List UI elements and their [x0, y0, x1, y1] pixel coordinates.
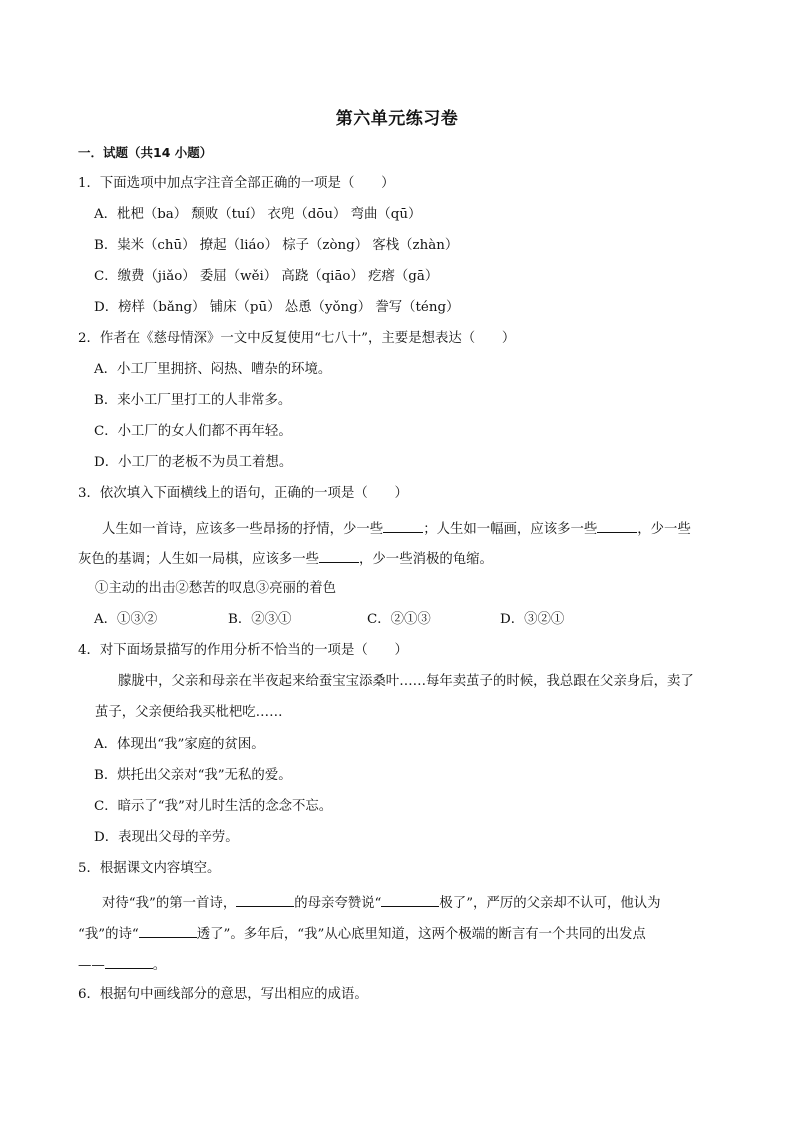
- question-2-option-d[interactable]: D．小工厂的老板不为员工着想。: [94, 455, 293, 470]
- question-1-option-c[interactable]: C．缴费（jiǎo） 委屈（wěi） 高跷（qiāo） 疙瘩（gā）: [94, 269, 439, 284]
- question-1-stem: 1．下面选项中加点字注音全部正确的一项是（ ）: [78, 176, 395, 191]
- page-title: 第六单元练习卷: [335, 109, 459, 129]
- question-1-option-b[interactable]: B．粜米（chū） 撩起（liáo） 棕子（zòng） 客栈（zhàn）: [94, 238, 459, 253]
- question-2-option-b[interactable]: B．来小工厂里打工的人非常多。: [94, 393, 292, 408]
- question-3-stem: 3．依次填入下面横线上的语句，正确的一项是（ ）: [78, 486, 408, 501]
- passage-text: ，少一些消极的龟缩。: [359, 552, 493, 567]
- passage-text: 。: [152, 958, 167, 973]
- passage-text: ；人生如一幅画，应该多一些: [423, 522, 598, 537]
- question-4-option-d[interactable]: D．表现出父母的辛劳。: [94, 830, 239, 845]
- passage-text: ——: [78, 958, 105, 973]
- question-3-passage-line-2: [78, 548, 493, 569]
- question-5-passage-line-1: [102, 892, 661, 913]
- answer-blank[interactable]: [597, 518, 637, 533]
- question-5-passage-line-3: [78, 954, 166, 975]
- question-2-option-c[interactable]: C．小工厂的女人们都不再年轻。: [94, 424, 292, 439]
- passage-text: 灰色的基调；人生如一局棋，应该多一些: [78, 552, 320, 567]
- question-3-option-b[interactable]: B．②③①: [228, 612, 292, 627]
- passage-text: “我”的诗“: [78, 927, 139, 942]
- question-1-option-d[interactable]: D．榜样（bǎng） 铺床（pū） 怂恿（yǒng） 誊写（téng）: [94, 300, 460, 315]
- section-heading: 一．试题（共14 小题）: [78, 145, 213, 160]
- passage-text: 的母亲夸赞说“: [294, 896, 382, 911]
- question-4-option-b[interactable]: B．烘托出父亲对“我”无私的爱。: [94, 768, 292, 783]
- answer-blank[interactable]: [319, 548, 359, 563]
- passage-text: ，少一些: [637, 522, 691, 537]
- question-2-option-a[interactable]: A．小工厂里拥挤、闷热、嘈杂的环境。: [94, 362, 332, 377]
- question-3-passage-line-1: [102, 518, 691, 539]
- question-5-stem: 5．根据课文内容填空。: [78, 861, 221, 876]
- answer-blank[interactable]: [139, 923, 197, 938]
- question-5-passage-line-2: [78, 923, 646, 944]
- question-3-option-d[interactable]: D．③②①: [500, 612, 565, 627]
- answer-blank[interactable]: [236, 892, 294, 907]
- question-3-option-c[interactable]: C．②①③: [367, 612, 431, 627]
- question-6-stem: 6．根据句中画线部分的意思，写出相应的成语。: [78, 987, 368, 1002]
- question-4-option-a[interactable]: A．体现出“我”家庭的贫困。: [94, 737, 265, 752]
- question-4-option-c[interactable]: C．暗示了“我”对儿时生活的念念不忘。: [94, 799, 333, 814]
- question-2-stem: 2．作者在《慈母情深》一文中反复使用“七八十”，主要是想表达（ ）: [78, 331, 516, 346]
- passage-text: 人生如一首诗，应该多一些昂扬的抒情，少一些: [102, 522, 384, 537]
- answer-blank[interactable]: [105, 954, 153, 969]
- answer-blank[interactable]: [383, 518, 423, 533]
- question-1-option-a[interactable]: A．枇杷（ba） 颓败（tuí） 衣兜（dōu） 弯曲（qū）: [94, 207, 422, 222]
- question-3-choices: ①主动的出击②愁苦的叹息③亮丽的着色: [95, 581, 337, 596]
- passage-text: 对待“我”的第一首诗，: [102, 896, 237, 911]
- question-4-passage-line-2: 茧子，父亲便给我买枇杷吃……: [95, 705, 283, 720]
- question-4-passage-line-1: 朦胧中，父亲和母亲在半夜起来给蚕宝宝添桑叶……每年卖茧子的时候，我总跟在父亲身后，卖了: [118, 674, 694, 689]
- passage-text: 极了”，严厉的父亲却不认可，他认为: [439, 896, 661, 911]
- question-3-option-a[interactable]: A．①③②: [94, 612, 158, 627]
- question-4-stem: 4．对下面场景描写的作用分析不恰当的一项是（ ）: [78, 643, 408, 658]
- passage-text: 透了”。多年后，“我”从心底里知道，这两个极端的断言有一个共同的出发点: [196, 927, 646, 942]
- answer-blank[interactable]: [381, 892, 439, 907]
